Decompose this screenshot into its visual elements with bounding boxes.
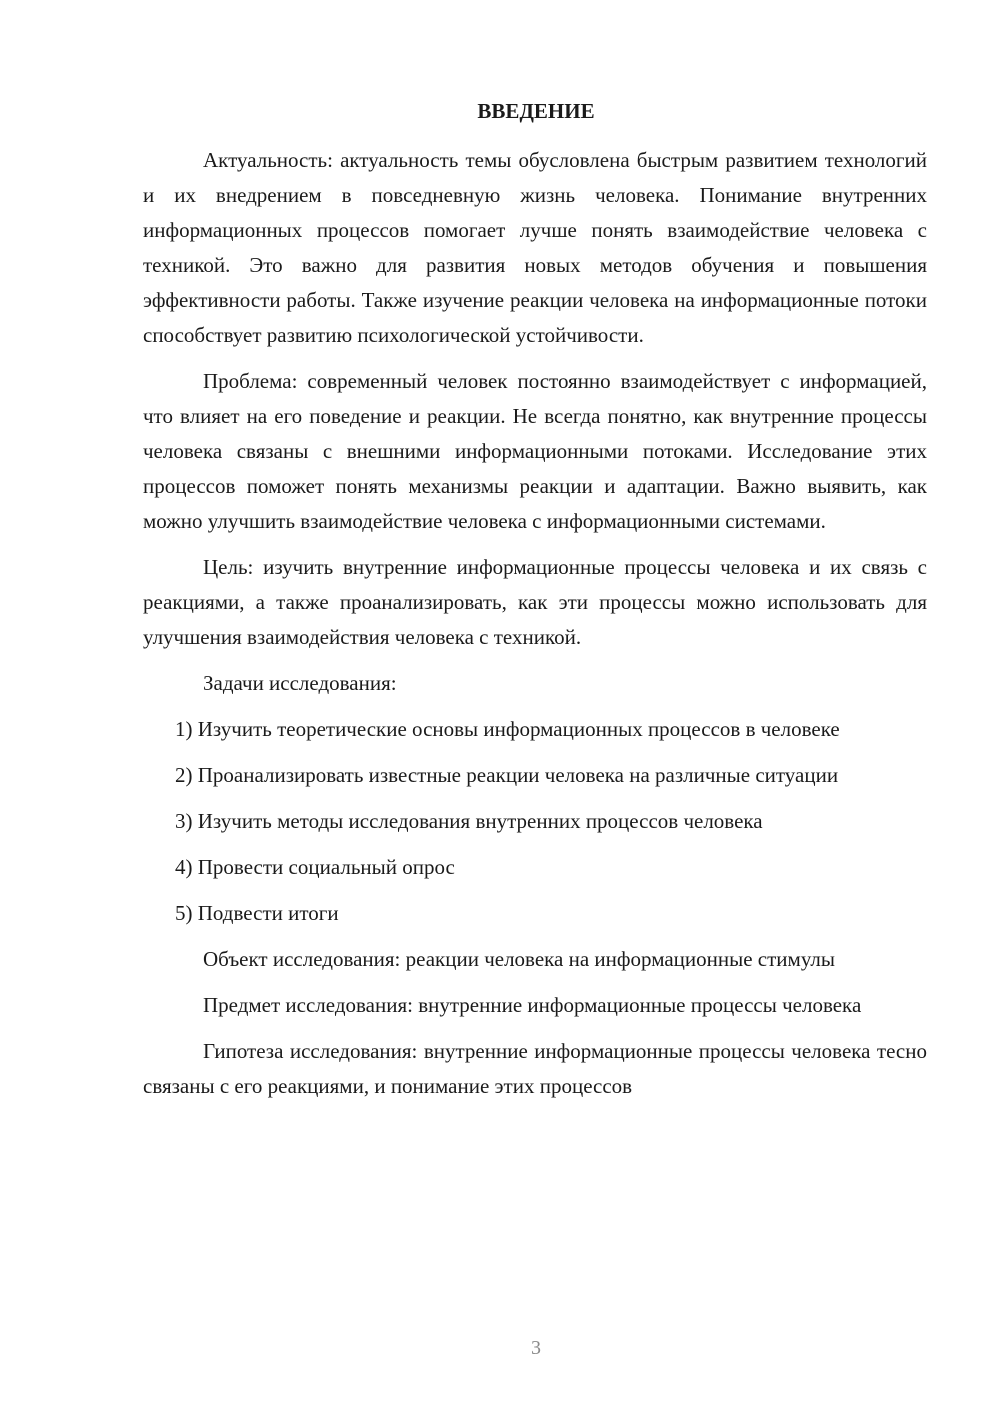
page-title: ВВЕДЕНИЕ — [477, 99, 595, 123]
task-item: 1) Изучить теоретические основы информационных процессов в человеке — [175, 717, 840, 741]
tasks-heading: Задачи исследования: — [203, 671, 397, 695]
task-item: 5) Подвести итоги — [175, 901, 339, 925]
task-item: 3) Изучить методы исследования внутренних процессов человека — [175, 809, 763, 833]
subject-paragraph: Предмет исследования: внутренние информационные процессы человека — [203, 993, 862, 1017]
task-item: 2) Проанализировать известные реакции человека на различные ситуации — [175, 763, 839, 787]
goal-paragraph: Цель: изучить внутренние информационные процессы человека и их связь с реакциями, а также проанализировать, как эти процессы можно использовать для улучшения взаимодействия человека с техникой. — [143, 555, 927, 649]
hypothesis-paragraph: Гипотеза исследования: внутренние информационные процессы человека тесно связаны с его реакциями, и понимание этих процессов — [143, 1039, 927, 1098]
object-paragraph: Объект исследования: реакции человека на информационные стимулы — [203, 947, 835, 971]
problem-paragraph: Проблема: современный человек постоянно взаимодействует с информацией, что влияет на его поведение и реакции. Не всегда понятно, как внутренние процессы человека связаны с внешними информационными потоками. Исследование этих процессов поможет понять механизмы реакции и адаптации. Важно выявить, как можно улучшить взаимодействие человека с информационными системами. — [143, 369, 927, 533]
page-number: 3 — [531, 1337, 541, 1359]
task-item: 4) Провести социальный опрос — [175, 855, 455, 879]
relevance-paragraph: Актуальность: актуальность темы обусловлена быстрым развитием технологий и их внедрением в повседневную жизнь человека. Понимание внутренних информационных процессов помогает лучше понять взаимодействие человека с техникой. Это важно для развития новых методов обучения и повышения эффективности работы. Также изучение реакции человека на информационные потоки способствует развитию психологической устойчивости. — [143, 148, 927, 347]
document-body — [143, 143, 927, 1115]
